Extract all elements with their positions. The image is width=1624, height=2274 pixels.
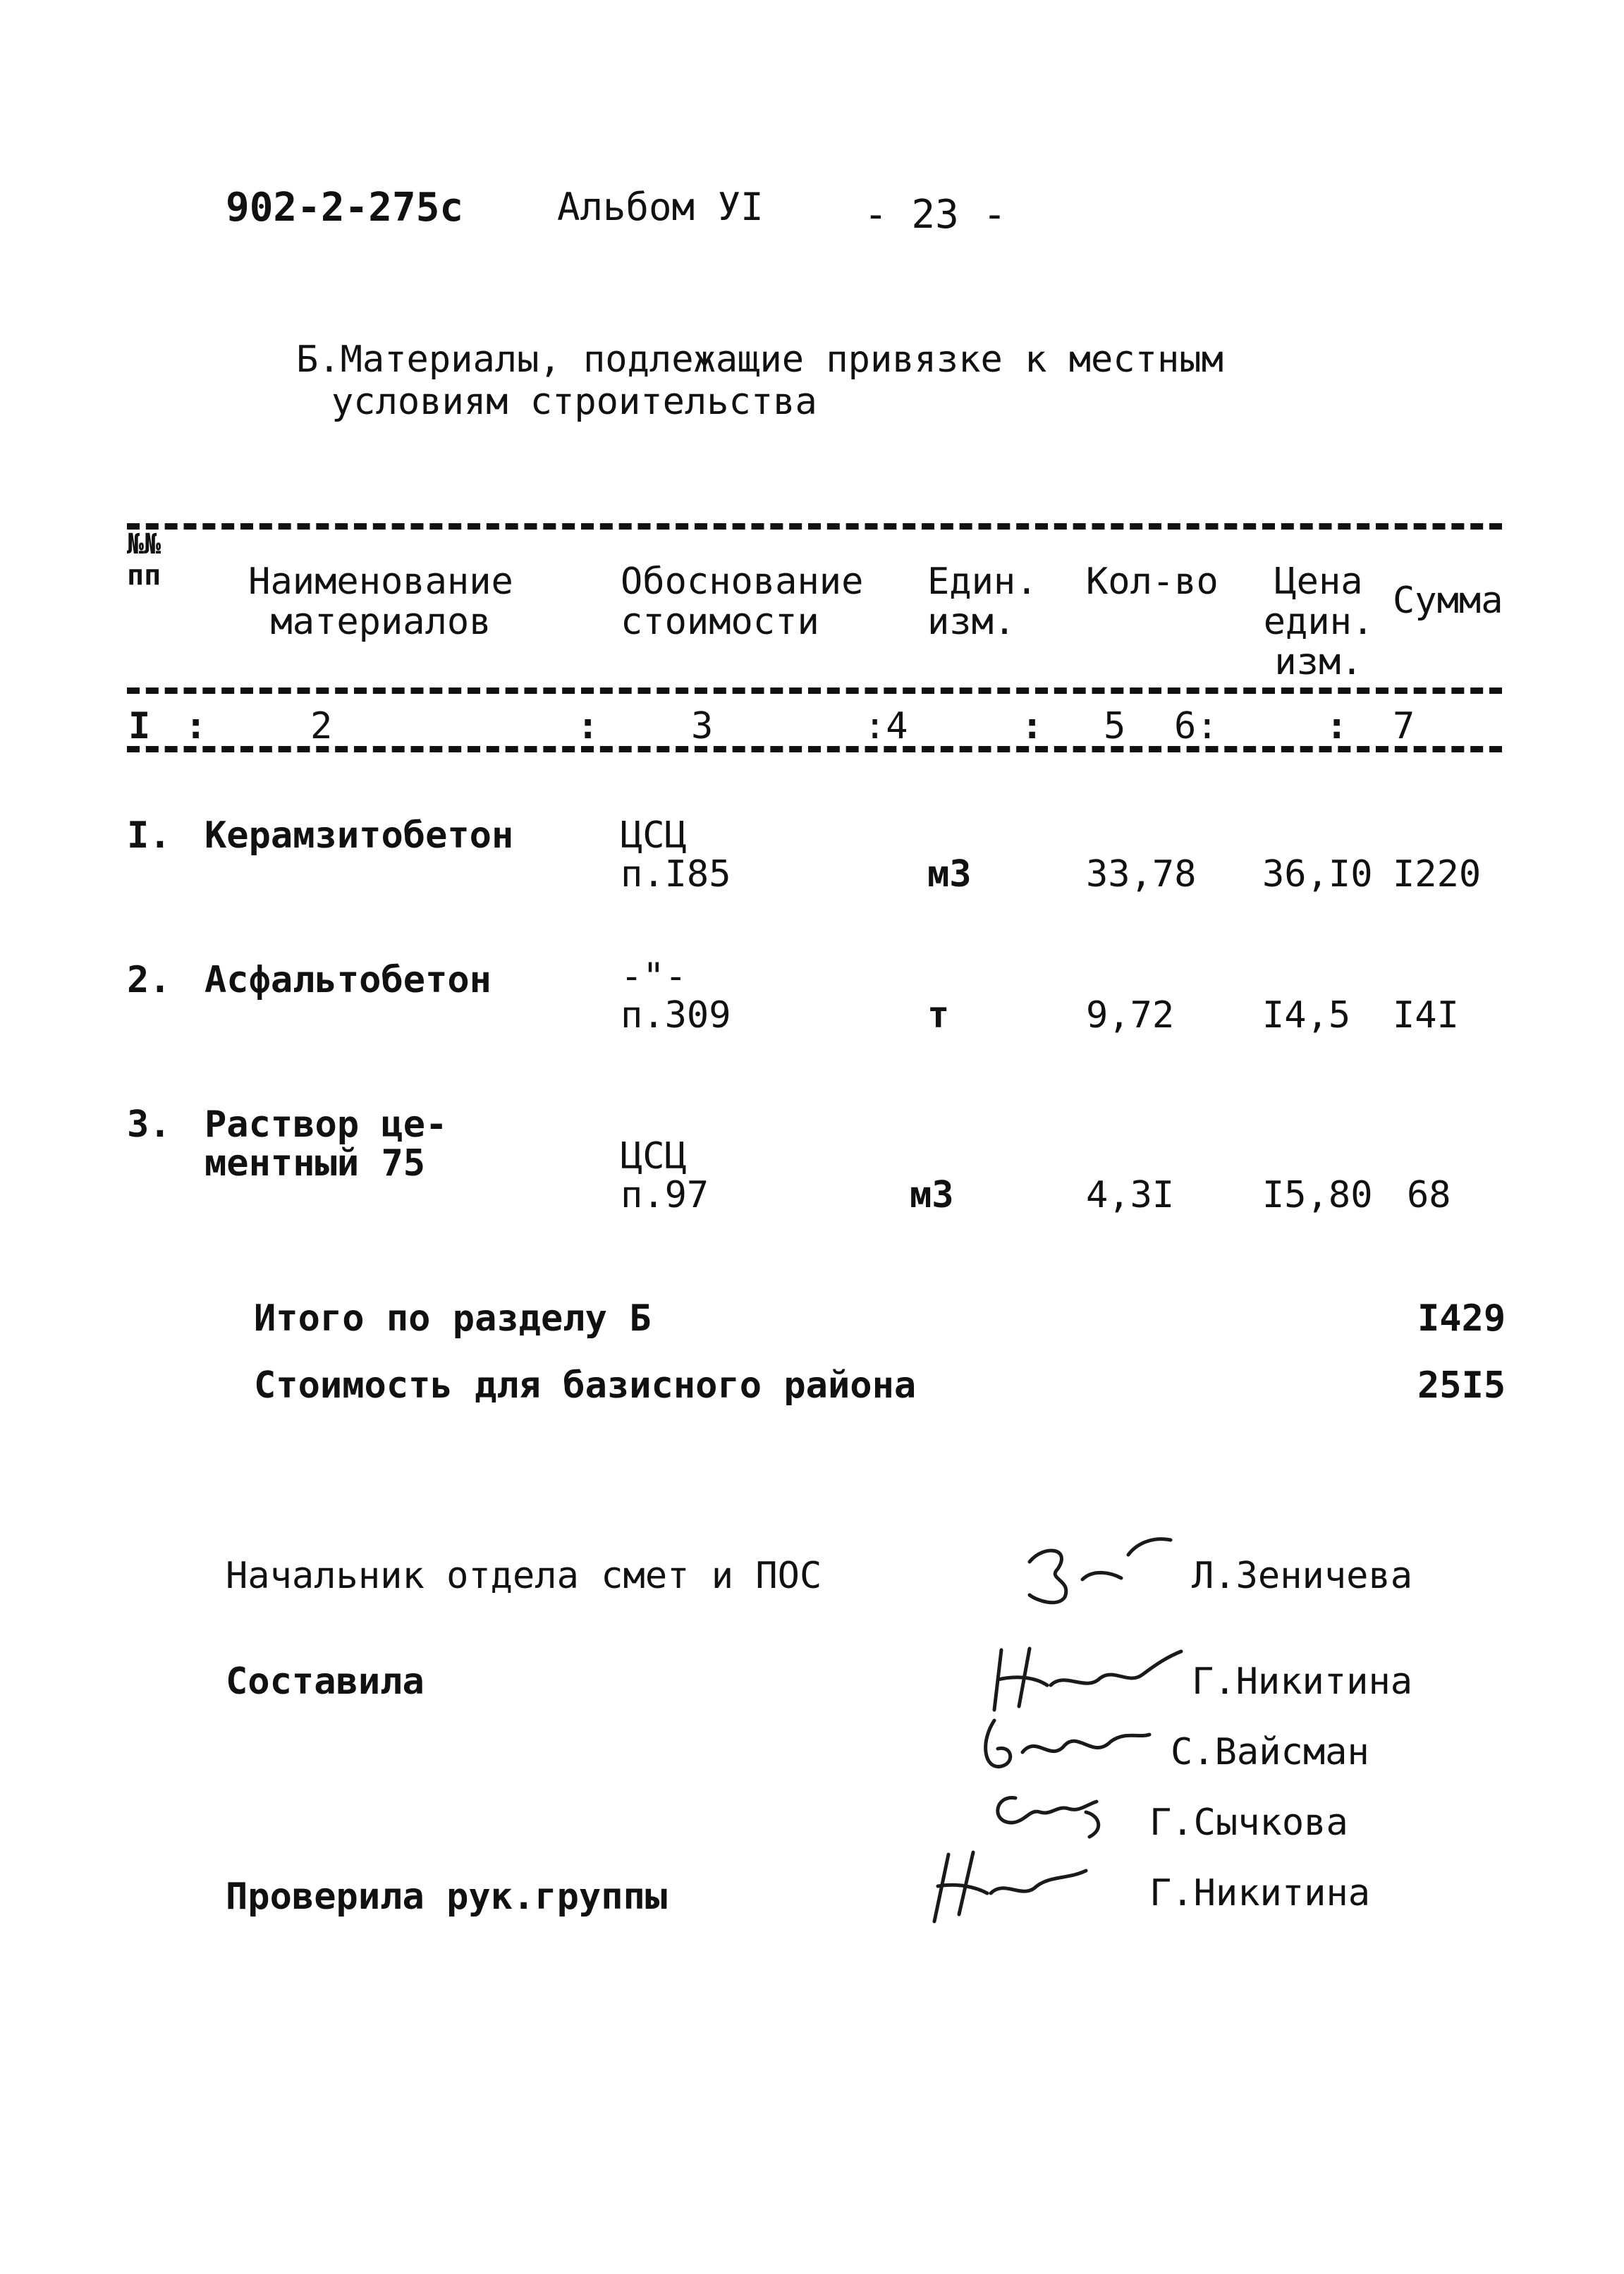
composed-name: Г.Сычкова	[1149, 1802, 1348, 1844]
checked-name: Г.Никитина	[1149, 1872, 1371, 1914]
col-header-price-l1: Цена	[1274, 561, 1363, 603]
col-header-price-l3: изм.	[1274, 641, 1363, 683]
numbering-cell: I	[128, 705, 151, 747]
row-sum: 68	[1407, 1174, 1451, 1216]
col-header-unit-l1: Един.	[927, 561, 1038, 603]
page-number: - 23 -	[864, 192, 1007, 238]
row-basis-l1: -"-	[621, 955, 687, 998]
section-title-line1: Б.Материалы, подлежащие привязке к местным	[296, 338, 1223, 381]
col-header-basis-l1: Обоснование	[621, 561, 864, 603]
row-unit-price: I5,80	[1262, 1174, 1373, 1216]
row-unit-price: I4,5	[1262, 994, 1351, 1037]
composed-name: Г.Никитина	[1192, 1661, 1413, 1703]
row-basis-l2: п.I85	[621, 853, 731, 895]
col-header-basis-l2: стоимости	[621, 601, 819, 643]
row-basis-l1: ЦСЦ	[621, 814, 687, 857]
numbering-cell: :	[1021, 705, 1044, 747]
table-header-rule	[127, 687, 1502, 694]
section-title-line2: условиям строительства	[331, 381, 817, 423]
row-sum: I4I	[1393, 994, 1459, 1037]
signature-handwriting	[917, 1844, 1100, 1928]
section-total-value: I429	[1417, 1297, 1506, 1340]
numbering-cell: 7	[1393, 705, 1415, 747]
document-code: 902-2-275с	[226, 185, 464, 231]
row-unit-price: 36,I0	[1262, 853, 1373, 895]
row-material-name-l1: Раствор це-	[204, 1104, 448, 1146]
row-unit: м3	[927, 853, 972, 895]
numbering-cell: :	[577, 705, 599, 747]
col-header-qty: Кол-во	[1086, 561, 1219, 603]
album-label: Альбом УI	[557, 185, 764, 229]
col-header-price-l2: един.	[1263, 601, 1374, 643]
row-quantity: 33,78	[1086, 853, 1197, 895]
row-unit: т	[927, 994, 950, 1037]
row-basis-l1: ЦСЦ	[621, 1135, 687, 1178]
numbering-cell: 3	[691, 705, 714, 747]
row-number: 2.	[127, 959, 171, 1001]
numbering-cell: :4	[864, 705, 908, 747]
row-quantity: 9,72	[1086, 994, 1175, 1037]
row-material-name-l2: ментный 75	[204, 1142, 426, 1185]
row-basis-l2: п.97	[621, 1174, 709, 1216]
row-number: 3.	[127, 1104, 171, 1146]
numbering-underline	[127, 746, 1502, 752]
signature-handwriting	[980, 1780, 1121, 1844]
col-header-name-l1: Наименование	[248, 561, 513, 603]
head-role: Начальник отдела смет и ПОС	[226, 1555, 822, 1597]
row-number: I.	[127, 814, 171, 857]
numbering-cell: 2	[310, 705, 333, 747]
composed-name: С.Вайсман	[1171, 1731, 1369, 1773]
col-header-num: №№ пп	[127, 528, 161, 592]
composed-role: Составила	[226, 1661, 425, 1703]
col-header-unit-l2: изм.	[927, 601, 1016, 643]
signature-handwriting	[973, 1706, 1156, 1784]
numbering-cell: 5	[1104, 705, 1126, 747]
checked-role: Проверила рук.группы	[226, 1876, 668, 1918]
row-quantity: 4,3I	[1086, 1174, 1175, 1216]
col-header-name-l2: материалов	[270, 601, 492, 643]
base-cost-value: 25I5	[1417, 1364, 1506, 1407]
head-name: Л.Зеничева	[1192, 1555, 1413, 1597]
section-total-label: Итого по разделу Б	[254, 1297, 652, 1340]
row-material-name: Керамзитобетон	[204, 814, 514, 857]
row-basis-l2: п.309	[621, 994, 731, 1037]
numbering-cell: :	[185, 705, 207, 747]
numbering-cell: 6:	[1174, 705, 1219, 747]
row-unit: м3	[910, 1174, 954, 1216]
numbering-cell: :	[1326, 705, 1348, 747]
table-top-rule	[127, 523, 1502, 530]
row-sum: I220	[1393, 853, 1482, 895]
signature-handwriting	[1015, 1530, 1199, 1615]
col-header-sum: Сумма	[1393, 580, 1503, 622]
base-cost-label: Стоимость для базисного района	[254, 1364, 917, 1407]
row-material-name: Асфальтобетон	[204, 959, 492, 1001]
